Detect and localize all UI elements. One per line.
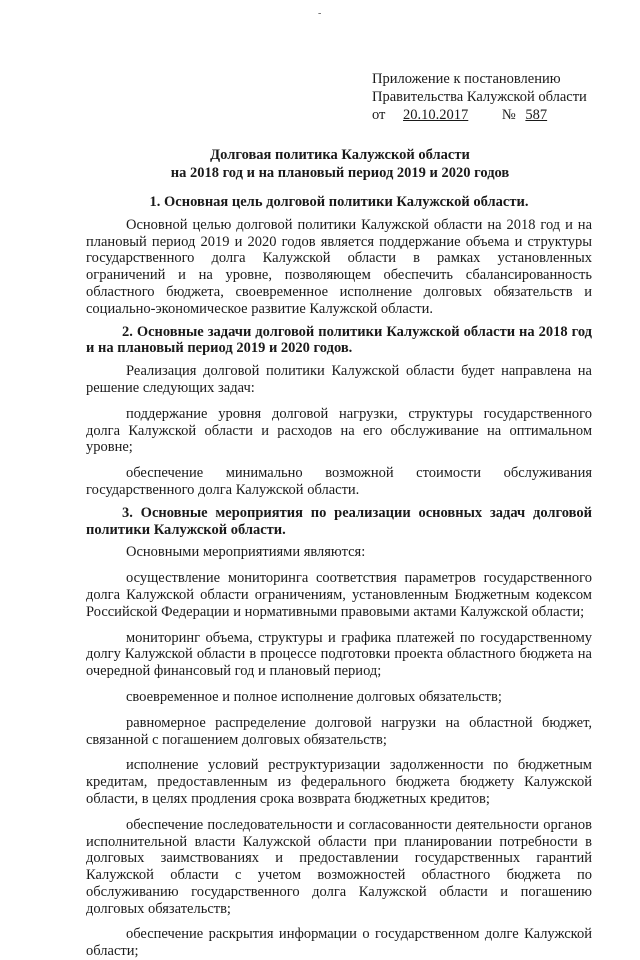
section-3-item: исполнение условий реструктуризации задолженности по бюджетным кредитам, предоставленным из федерального бюджета бюджету Калужской области, в целях продления срока возврата бюджетных кредитов; <box>86 757 592 807</box>
section-2-intro: Реализация долговой политики Калужской области будет направлена на решение следующих задач: <box>86 363 592 396</box>
section-2-item: поддержание уровня долговой нагрузки, структуры государственного долга Калужской области и расходов на его обслуживание на оптимальном уровне; <box>86 405 592 456</box>
document-body <box>86 194 592 960</box>
section-1-text: Основной целью долговой политики Калужской области на 2018 год и на плановый период 2019 и 2020 годов является поддержание объема и структуры государственного долга Калужской области в рамках установленных ограничений и на уровне, позволяющем обеспечить сбалансированность областного бюджета, своевременное исполнение долговых обязательств и социально-экономическое развитие Калужской области. <box>86 216 592 317</box>
appendix-line-2: Правительства Калужской области <box>372 89 587 105</box>
section-1-heading: 1. Основная цель долговой политики Калужской области. <box>149 194 529 210</box>
document-title <box>80 146 600 182</box>
section-3-item: своевременное и полное исполнение долговых обязательств; <box>126 688 502 705</box>
section-3-heading: 3. Основные мероприятия по реализации основных задач долговой политики Калужской области. <box>86 504 592 538</box>
section-3-item: осуществление мониторинга соответствия параметров государственного долга Калужской области ограничениям, установленным Бюджетным кодексом Российской Федерации и нормативными правовыми актами Калужской области; <box>86 570 592 620</box>
appendix-line-1: Приложение к постановлению <box>372 71 561 87</box>
section-3-item: мониторинг объема, структуры и графика платежей по государственному долгу Калужской области в процессе подготовки проекта областного бюджета на очередной финансовый год и плановый период; <box>86 629 592 680</box>
number-label: № <box>501 107 516 123</box>
section-3-item: обеспечение последовательности и согласованности деятельности органов исполнительной власти Калужской области при планировании потребности в долговых заимствованиях и предоставлении государственных гарантий Калужской области с учетом возможностей областного бюджета по обслуживанию государственного долга Калужской области и погашению долговых обязательств; <box>86 816 592 917</box>
appendix-block <box>372 70 612 124</box>
from-label: от <box>372 107 386 123</box>
page-mark: - <box>318 8 322 19</box>
decree-date: 20.10.2017 <box>403 107 469 123</box>
appendix-date-line <box>372 106 612 124</box>
title-line-1: Долговая политика Калужской области <box>210 147 470 163</box>
section-3-intro: Основными мероприятиями являются: <box>126 544 366 561</box>
section-3-item: равномерное распределение долговой нагрузки на областной бюджет, связанной с погашением долговых обязательств; <box>86 714 592 748</box>
section-2-item: обеспечение минимально возможной стоимости обслуживания государственного долга Калужской области. <box>86 465 592 498</box>
section-2-heading: 2. Основные задачи долговой политики Калужской области на 2018 год и на плановый период 2019 и 2020 годов. <box>86 323 592 357</box>
title-line-2: на 2018 год и на плановый период 2019 и 2020 годов <box>170 165 510 181</box>
decree-number: 587 <box>525 107 548 123</box>
section-3-item: обеспечение раскрытия информации о государственном долге Калужской области; <box>86 926 592 960</box>
